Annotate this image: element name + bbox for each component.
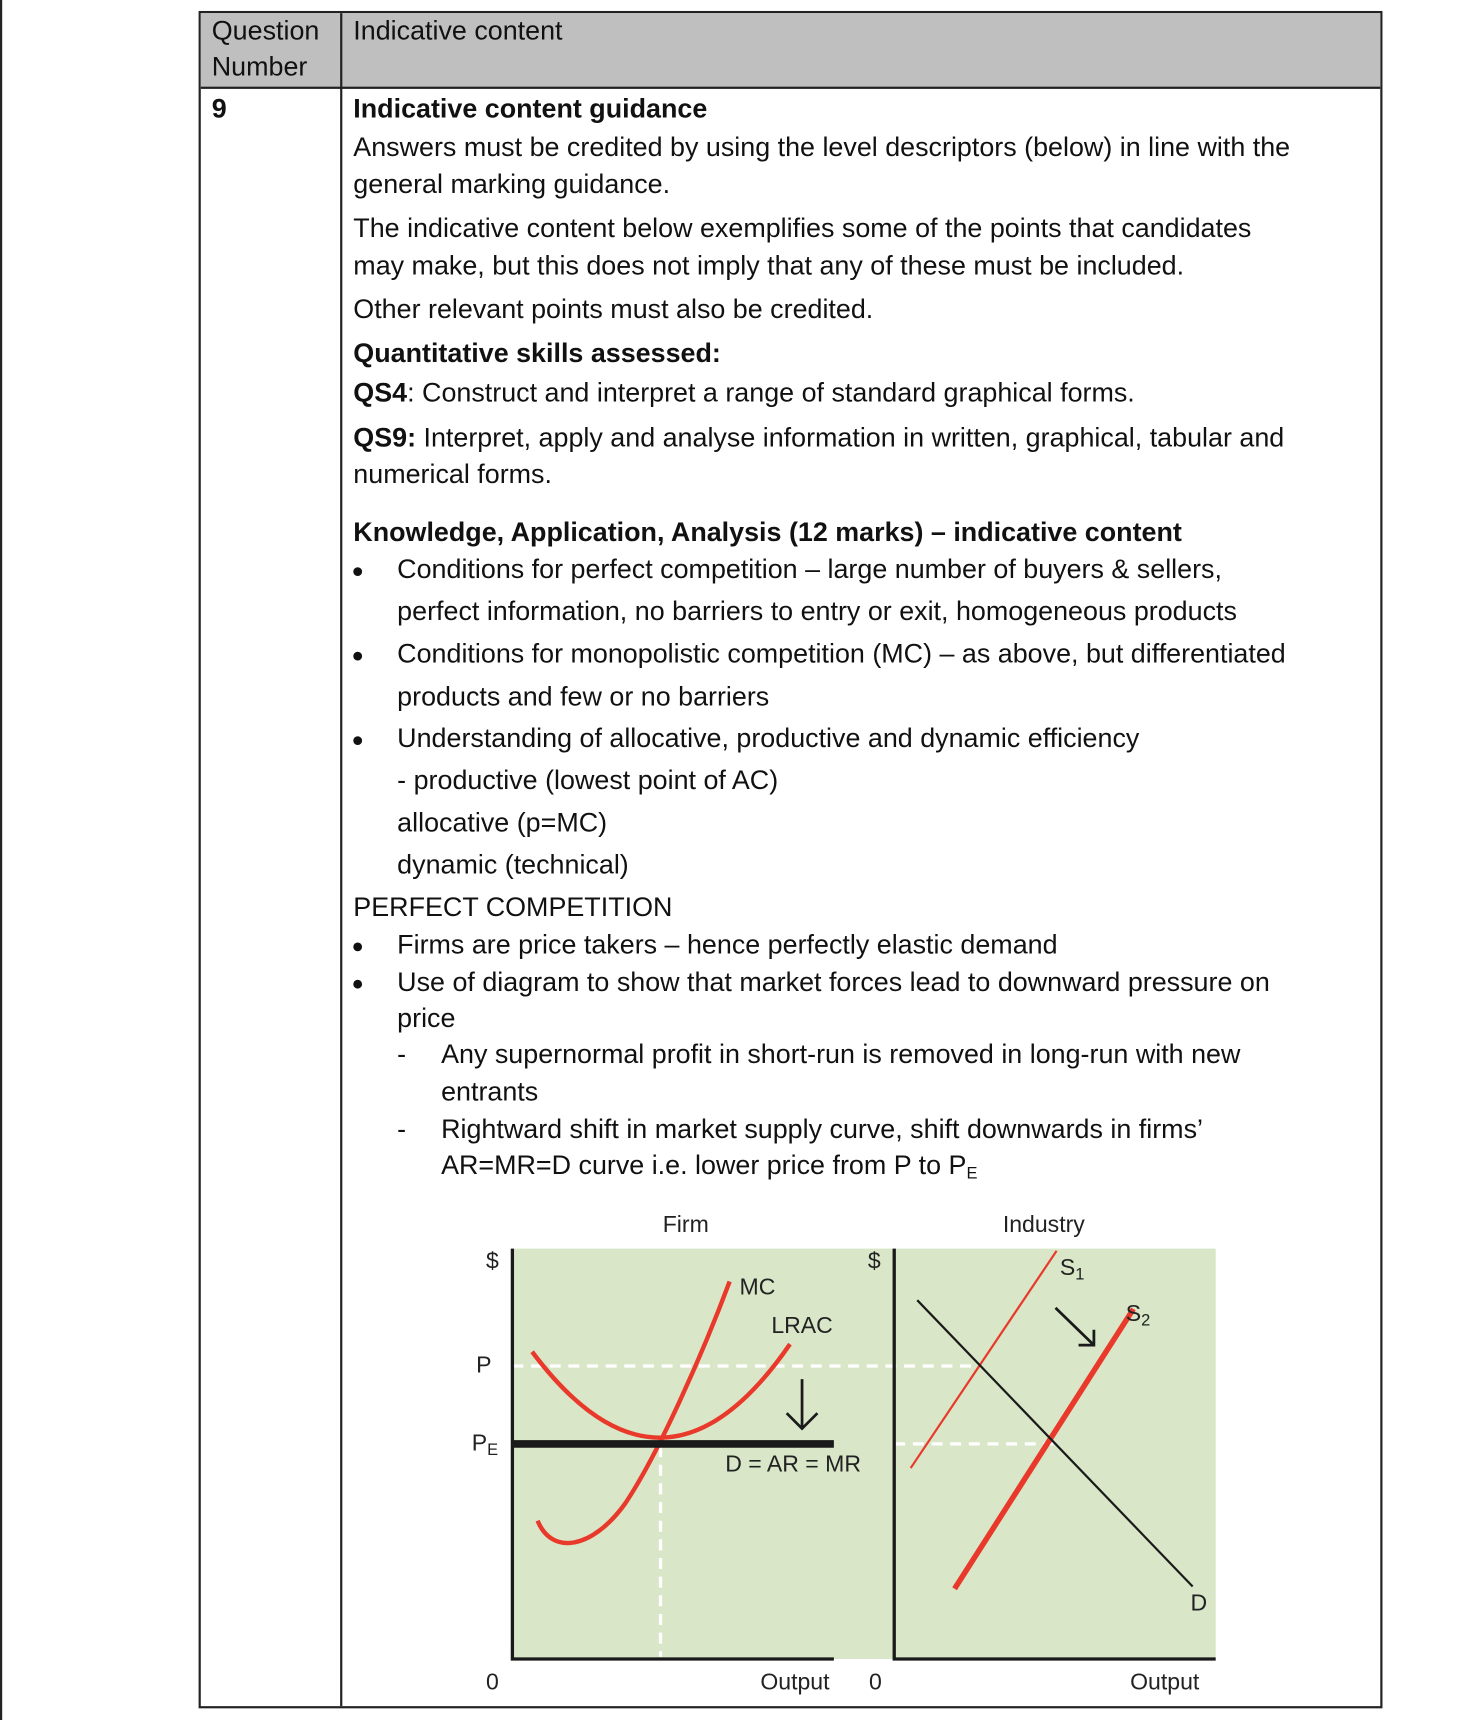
kaa-bullet: products and few or no barriers xyxy=(397,682,770,713)
kaa-bullet: - productive (lowest point of AC) xyxy=(397,765,779,796)
pc-bullet: Firms are price takers – hence perfectly elastic demand xyxy=(397,930,1058,961)
subscript: E xyxy=(966,1164,978,1183)
industry-x-label: Output xyxy=(1130,1669,1200,1696)
pc-bullet: Use of diagram to show that market forces lead to downward pressure on xyxy=(397,967,1270,998)
pc-bullet: price xyxy=(397,1003,456,1034)
kaa-bullet: allocative (p=MC) xyxy=(397,808,608,839)
dash-icon: - xyxy=(397,1114,407,1145)
header-question-number-2: Number xyxy=(211,52,308,83)
s1-label xyxy=(1060,1255,1085,1284)
firm-x-label: Output xyxy=(760,1669,830,1696)
kaa-bullet: perfect information, no barriers to entry or exit, homogeneous products xyxy=(397,596,1237,627)
mc-label: MC xyxy=(739,1274,776,1301)
guidance-text: Other relevant points must also be credited. xyxy=(353,295,874,325)
kaa-bullet: Conditions for perfect competition – large number of buyers & sellers, xyxy=(397,555,1222,585)
kaa-bullet: Understanding of allocative, productive and dynamic efficiency xyxy=(397,724,1140,754)
pc-sub: Any supernormal profit in short-run is removed in long-run with new xyxy=(441,1040,1241,1070)
industry-demand-label: D xyxy=(1190,1590,1208,1617)
guidance-text: general marking guidance. xyxy=(353,170,671,200)
perfect-competition-title: PERFECT COMPETITION xyxy=(353,893,673,923)
industry-origin: 0 xyxy=(868,1669,882,1696)
diagram-background xyxy=(512,1249,1215,1659)
header-question-number: Question xyxy=(211,16,320,47)
qs9-text-2: numerical forms. xyxy=(353,459,552,490)
qs9-label: QS9: xyxy=(353,423,417,454)
pc-sub: entrants xyxy=(441,1077,539,1108)
p-label: P xyxy=(476,1352,492,1379)
pe-label-text: P xyxy=(471,1430,488,1456)
kaa-title: Knowledge, Application, Analysis (12 marks) – indicative content xyxy=(353,517,1182,548)
pe-subscript: E xyxy=(487,1440,499,1460)
s2-subscript: 2 xyxy=(1141,1311,1151,1330)
s2-text: S xyxy=(1125,1301,1142,1327)
qs4-label: QS4 xyxy=(353,378,408,409)
guidance-text: The indicative content below exemplifies some of the points that candidates xyxy=(353,213,1252,244)
lrac-label: LRAC xyxy=(771,1313,833,1339)
industry-title: Industry xyxy=(1002,1212,1085,1238)
s1-text: S xyxy=(1059,1255,1076,1281)
industry-y-label: $ xyxy=(867,1248,881,1274)
question-number: 9 xyxy=(211,94,227,124)
guidance-text: Answers must be credited by using the level descriptors (below) in line with the xyxy=(353,132,1291,163)
firm-y-label: $ xyxy=(486,1248,499,1274)
pc-sub: Rightward shift in market supply curve, shift downwards in firms’ xyxy=(441,1114,1203,1145)
skills-title: Quantitative skills assessed: xyxy=(353,339,721,369)
pc-sub-text: AR=MR=D curve i.e. lower price from P to P xyxy=(441,1150,967,1181)
s2-label xyxy=(1126,1301,1151,1330)
guidance-title: Indicative content guidance xyxy=(353,94,708,124)
kaa-bullet: Conditions for monopolistic competition (MC) – as above, but differentiated xyxy=(397,639,1286,670)
dash-icon: - xyxy=(397,1040,407,1070)
kaa-bullet: dynamic (technical) xyxy=(397,850,629,880)
qs9-text: Interpret, apply and analyse information in written, graphical, tabular and xyxy=(416,423,1285,454)
qs4-text: : Construct and interpret a range of standard graphical forms. xyxy=(407,378,1135,409)
pe-label xyxy=(472,1431,498,1460)
header-indicative-content: Indicative content xyxy=(353,16,563,47)
guidance-text: may make, but this does not imply that any of these must be included. xyxy=(353,251,1185,281)
firm-origin: 0 xyxy=(486,1669,499,1696)
s1-subscript: 1 xyxy=(1075,1265,1085,1284)
demand-label: D = AR = MR xyxy=(725,1451,861,1477)
firm-title: Firm xyxy=(662,1212,709,1238)
